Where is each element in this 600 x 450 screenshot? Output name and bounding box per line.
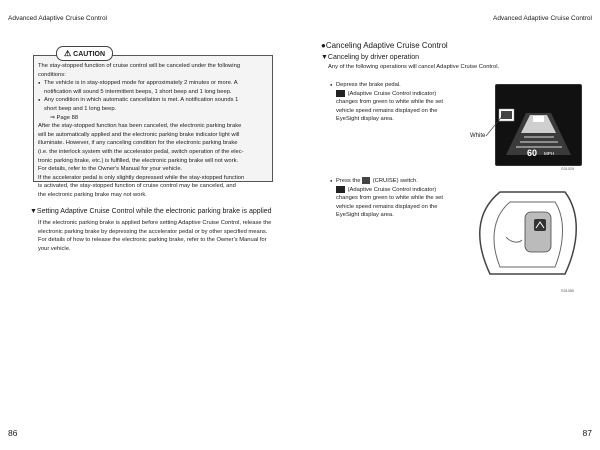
speed-unit: MPH: [544, 151, 554, 156]
caution-intro-line: conditions:: [38, 71, 66, 78]
acc-indicator-icon: [336, 90, 345, 97]
caution-text: [38, 62, 270, 200]
caution-title: ⚠ CAUTION: [56, 46, 113, 61]
warning-triangle-icon: ⚠: [63, 49, 72, 58]
callout-white: White: [470, 133, 486, 139]
caution-intro-line: The stay-stopped function of cruise control will be canceled under the following: [38, 63, 241, 69]
steering-wheel-switch-figure: [470, 182, 582, 282]
section-body: If the electronic parking brake is applied before setting Adaptive Cruise Control, release the electronic parking brake by depressing the accelerator pedal or by other specified means. For details of how to release the electronic parking brake, refer to the Owner's Manual for your vehicle.: [38, 220, 272, 252]
caution-bullet: ● Any condition in which automatic cancellation is met. A notification sounds 1 short beep and 1 long beep.: [44, 96, 270, 113]
item-lead: Press the: [336, 178, 361, 185]
eyesight-display-figure: [495, 84, 582, 166]
list-item-cruise-switch: ● Press the (CRUISE) switch. (Adaptive Cruise Control indicator) changes from green to white while the set vehicle speed remains displayed on the EyeSight display area.: [336, 177, 486, 220]
caution-paragraph: If the accelerator pedal is only slightly depressed while the stay-stopped function is activated, the stay-stopped function of cruise control may be canceled, and the electronic parking brake may not work.: [38, 174, 245, 198]
section-title-parking-brake: ▼Setting Adaptive Cruise Control while the electronic parking brake is applied: [30, 208, 272, 215]
running-header-right: Advanced Adaptive Cruise Control: [492, 15, 592, 22]
callout-leader-line: [484, 112, 506, 138]
heading-canceling-acc: ●Canceling Adaptive Cruise Control: [321, 41, 448, 50]
cruise-switch-icon: [362, 177, 370, 184]
running-header-left: Advanced Adaptive Cruise Control: [8, 15, 108, 22]
page-number-left: 86: [8, 428, 18, 438]
caution-paragraph: After the stay-stopped function has been canceled, the electronic parking brake will be automatically applied and the electronic parking brake indicator light will illuminate. However, if any canceling condition for the electronic parking brake (i.e. the interlock system with the accelerator pedal, switch operation of the elec- tronic parking brake, etc.) is fulfilled, the electronic parking brake will not work. For details, refer to the Owner's Manual for your vehicle.: [38, 123, 244, 173]
set-speed-value: 60: [527, 148, 538, 158]
subheading-driver-operation: ▼Canceling by driver operation: [321, 54, 419, 61]
caution-bullet: ● The vehicle is in stay-stopped mode for approximately 2 minutes or more. A notification will sound 5 intermittent beeps, 1 short beep and 1 long beep.: [44, 79, 270, 96]
item-lead: ● Depress the brake pedal.: [336, 81, 486, 90]
figure-code: S31350: [561, 289, 575, 293]
figure-code: S31029: [561, 167, 575, 171]
page-number-right: 87: [582, 428, 592, 438]
page-reference: ⇒ Page 88: [50, 114, 79, 121]
list-item-brake: ● Depress the brake pedal. (Adaptive Cruise Control indicator) changes from green to white while the set vehicle speed remains displayed on the EyeSight display area.: [336, 81, 486, 124]
acc-indicator-icon: [336, 186, 345, 193]
sub-intro: Any of the following operations will cancel Adaptive Cruise Control.: [328, 64, 500, 70]
